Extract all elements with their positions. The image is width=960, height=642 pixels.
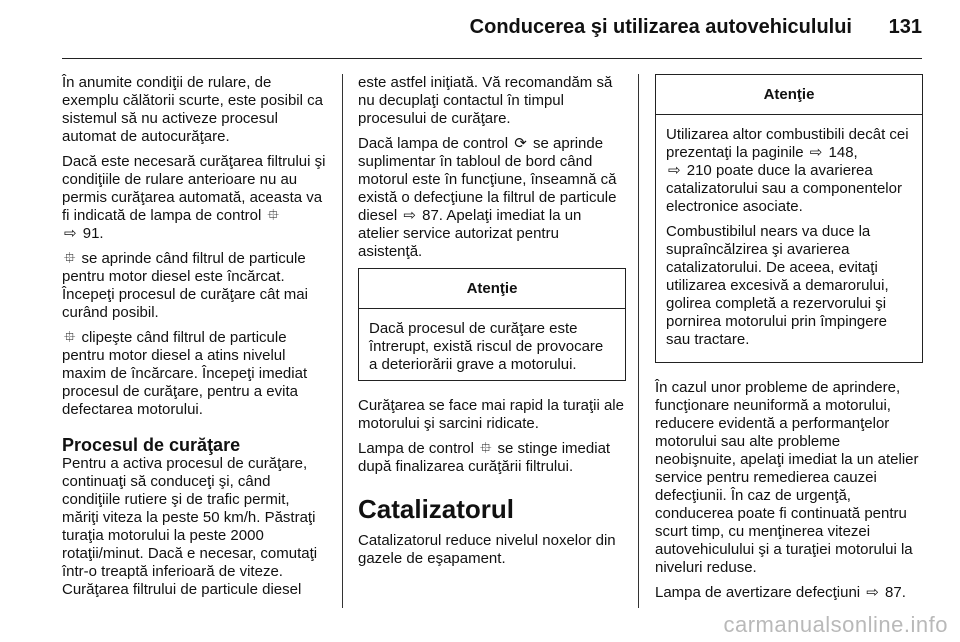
page-reference-arrow-icon: ⇨ xyxy=(866,584,879,601)
warning-box xyxy=(358,268,626,381)
paragraph: În cazul unor probleme de aprindere, funcţionare neuniformă a motorului, reducere evidentă a performanţelor motorului sau alte probleme neobişnuite, apelaţi imediat la un atelier service pentru remedierea cauzei defecţiunii. În caz de urgenţă, conducerea poate fi continuată pentru scurt timp, cu menţinerea vitezei autovehiculului şi a turaţiei motorului la niveluri reduse. xyxy=(655,379,919,576)
paragraph xyxy=(358,440,626,476)
section-heading: Procesul de curăţare xyxy=(62,435,241,455)
column-3 xyxy=(655,74,923,609)
watermark: carmanualsonline.info xyxy=(723,612,948,637)
paragraph: Curăţarea se face mai rapid la turaţii ale motorului şi sarcini ridicate. xyxy=(358,397,624,432)
warning-box xyxy=(655,74,923,363)
warning-title: Atenţie xyxy=(656,75,922,115)
warning-body xyxy=(656,115,922,362)
warning-title: Atenţie xyxy=(359,269,625,309)
paragraph-text: Lampa de control xyxy=(358,440,474,457)
page-reference-arrow-icon: ⇨ xyxy=(809,144,823,161)
diesel-particle-filter-icon: ⯐ xyxy=(480,440,492,457)
chapter-title: Conducerea şi utilizarea autovehiculului xyxy=(469,16,852,38)
diesel-particle-filter-icon: ⯐ xyxy=(64,250,76,267)
paragraph-text: Dacă lampa de control xyxy=(358,135,509,152)
page-number: 131 xyxy=(888,16,922,38)
paragraph xyxy=(62,153,330,243)
paragraph-text: se stinge imediat după finalizarea curăţării filtrului. xyxy=(358,440,611,475)
warning-paragraph xyxy=(666,126,912,216)
warning-paragraph: Combustibilul nears va duce la supraîncălzirea şi avarierea catalizatorului. De aceea, evitaţi utilizarea excesivă a demarorului, golirea completă a rezervorului şi pornirea motorului prin împingere sau tractare. xyxy=(666,223,889,348)
column-divider xyxy=(638,74,639,608)
page-header xyxy=(0,0,960,54)
warning-text: Utilizarea altor combustibili decât cei prezentaţi la paginile xyxy=(666,126,909,161)
paragraph xyxy=(62,250,330,322)
paragraph-text: 87. xyxy=(885,584,906,601)
engine-check-icon: ⟳ xyxy=(514,135,527,152)
paragraph-text: 87. Apelaţi imediat la un atelier service autorizat pentru asistenţă. xyxy=(358,207,582,260)
page-reference: 91. xyxy=(82,225,104,242)
column-2 xyxy=(358,74,626,575)
diesel-particle-filter-icon: ⯐ xyxy=(267,207,279,224)
paragraph: este astfel iniţiată. Vă recomandăm să nu decuplaţi contactul în timpul procesului de curăţare. xyxy=(358,74,613,127)
header-divider xyxy=(62,58,922,59)
page-reference-arrow-icon: ⇨ xyxy=(403,207,416,224)
warning-text: 210 poate duce la avarierea catalizatorului sau a componentelor electronice asociate. xyxy=(666,162,902,215)
paragraph xyxy=(655,584,923,602)
paragraph-text: Lampa de avertizare defecţiuni xyxy=(655,584,861,601)
column-1 xyxy=(62,74,330,606)
column-divider xyxy=(342,74,343,608)
paragraph: Pentru a activa procesul de curăţare, continuaţi să conduceţi şi, când condiţiile rutiere şi de trafic permit, măriţi viteza la peste 50 km/h. Păstraţi turaţia motorului la peste 2000 rotaţii/minut. Dacă e necesar, comutaţi într-o treaptă inferioară de viteze. Curăţarea filtrului de particule diesel xyxy=(62,455,318,598)
diesel-particle-filter-icon: ⯐ xyxy=(64,329,76,346)
paragraph: Catalizatorul reduce nivelul noxelor din gazele de eşapament. xyxy=(358,532,616,567)
paragraph xyxy=(358,135,626,261)
page-reference-arrow-icon: ⇨ xyxy=(64,225,77,242)
paragraph-text: se aprinde suplimentar în tabloul de bord când motorul este în funcţiune, înseamnă că există o defecţiune la filtrul de particule diesel xyxy=(358,135,617,224)
paragraph xyxy=(62,329,330,419)
paragraph-text: Dacă este necesară curăţarea filtrului şi condiţiile de rulare anterioare nu au permis curăţarea automată, aceasta va fi indicată de lampa de control xyxy=(62,153,326,224)
warning-text: Dacă procesul de curăţare este întrerupt, există riscul de provocare a deteriorării grave a motorului. xyxy=(369,320,604,373)
paragraph: În anumite condiţii de rulare, de exemplu călătorii scurte, este posibil ca sistemul să nu activeze procesul automat de autocurăţare. xyxy=(62,74,323,145)
paragraph-text: se aprinde când filtrul de particule pentru motor diesel este încărcat. Începeţi procesul de curăţare cât mai curând posibil. xyxy=(62,250,308,321)
warning-text: 148, xyxy=(828,144,858,161)
page-reference-arrow-icon: ⇨ xyxy=(668,162,681,179)
section-heading: Catalizatorul xyxy=(358,494,515,524)
paragraph-text: clipeşte când filtrul de particule pentru motor diesel a atins nivelul maxim de încărcare. Începeţi imediat procesul de curăţare, pentru a evita defectarea motorului. xyxy=(62,329,308,418)
